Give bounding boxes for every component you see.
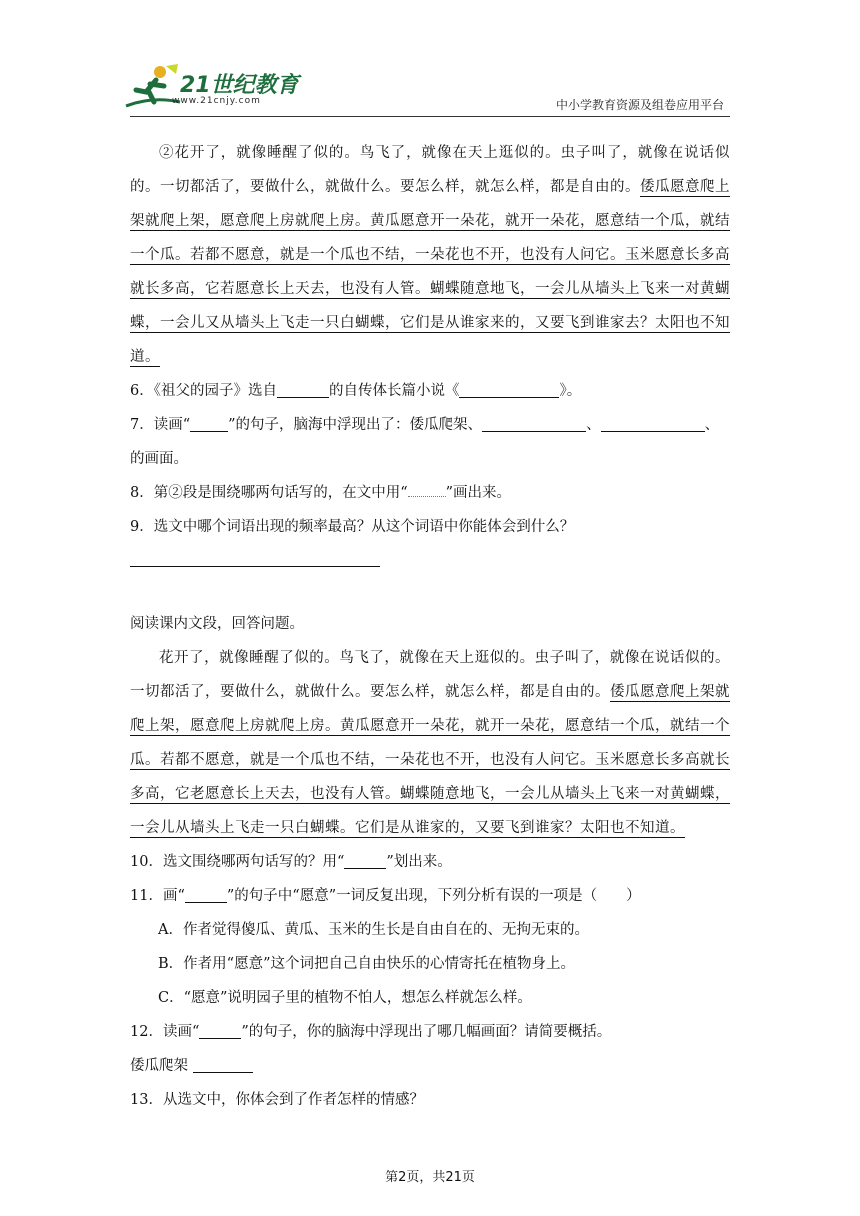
q12-answer-label: 倭瓜爬架 (130, 1058, 188, 1074)
q10-blank-mark (344, 852, 386, 869)
q12-blank-mark (199, 1022, 241, 1039)
question-10 (130, 845, 730, 879)
q8-dotted-mark (408, 482, 446, 497)
question-8 (130, 476, 730, 510)
question-9: 9．选文中哪个词语出现的频率最高？从这个词语中你能体会到什么？ (130, 519, 575, 535)
question-11 (130, 879, 730, 913)
q8-text-b: ”画出来。 (445, 485, 512, 501)
q7-text-e: 的画面。 (130, 451, 188, 467)
page-content (130, 136, 730, 1117)
q12-answer-blank (193, 1056, 253, 1073)
passage-2-plain: 花开了，就像睡醒了似的。鸟飞了，就像在天上逛似的。虫子叫了，就像在说话似的。一切都活了，要做什么，就做什么。要怎么样，就怎么样，都是自由的。 (130, 650, 730, 700)
q6-blank-2 (459, 381, 559, 398)
runner-logo-icon (122, 62, 182, 114)
q7-text-c: 、 (586, 417, 601, 433)
logo-text: 21世纪教育 (180, 73, 299, 98)
question-7 (130, 408, 730, 476)
q12-answer (130, 1049, 730, 1083)
q12-text-a: 12．读画“ (130, 1024, 200, 1040)
q11-option-b: B．作者用“愿意”这个词把自己自由快乐的心情寄托在植物身上。 (158, 956, 575, 972)
q11-blank-mark (185, 886, 227, 903)
q7-blank-mark (190, 415, 228, 432)
passage-1-underlined: 倭瓜愿意爬上架就爬上架，愿意爬上房就爬上房。黄瓜愿意开一朵花，就开一朵花，愿意结一个瓜，就结一个瓜。若都不愿意，就是一个瓜也不结，一朵花也不开，也没有人问它。玉米愿意长多高就长多高，它若愿意长上天去，也没有人管。蝴蝶随意地飞，一会儿从墙头上飞来一对黄蝴蝶，一会儿又从墙头上飞走一只白蝴蝶，它们是从谁家来的，又要飞到谁家去？太阳也不知道。 (130, 179, 730, 365)
passage-2-underlined: 倭瓜愿意爬上架就爬上架，愿意爬上房就爬上房。黄瓜愿意开一朵花，就开一朵花，愿意结一个瓜，就结一个瓜。若都不愿意，就是一个瓜也不结，一朵花也不开，也没有人问它。玉米愿意长多高就长多高，它老愿意长上天去，也没有人管。蝴蝶随意地飞，一会儿从墙头上飞来一对黄蝴蝶，一会儿从墙头上飞走一只白蝴蝶。它们是从谁家的，又要飞到谁家？太阳也不知道。 (130, 684, 730, 836)
platform-name: 中小学教育资源及组卷应用平台 (555, 98, 724, 112)
header-divider (130, 116, 730, 117)
section-2-intro: 阅读课内文段，回答问题。 (130, 616, 304, 632)
q8-text-a: 8．第②段是围绕哪两句话写的，在文中用“ (130, 485, 408, 501)
q11-option-c: C．“愿意”说明园子里的植物不怕人，想怎么样就怎么样。 (158, 990, 532, 1006)
q7-text-a: 7．读画“ (130, 417, 191, 433)
logo-url: www.21cnjy.com (172, 96, 261, 106)
question-6 (130, 374, 730, 408)
question-12 (130, 1015, 730, 1049)
q7-blank-2 (601, 415, 705, 432)
q10-text-b: ”划出来。 (386, 854, 452, 870)
passage-1 (130, 136, 730, 374)
page-number: 第2页，共21页 (385, 1170, 475, 1185)
q6-text-a: 6．《祖父的园子》选自 (130, 383, 277, 399)
q7-text-b: ”的句子，脑海中浮现出了：倭瓜爬架、 (228, 417, 483, 433)
q10-text-a: 10．选文围绕哪两句话写的？用“ (130, 854, 345, 870)
q11-option-a: A．作者觉得傻瓜、黄瓜、玉米的生长是自由自在的、无拘无束的。 (158, 922, 589, 938)
q6-text-b: 的自传体长篇小说《 (328, 383, 460, 399)
q7-blank-1 (482, 415, 586, 432)
q6-blank-1 (277, 381, 329, 398)
q11-text-a: 11．画“ (130, 888, 185, 904)
q6-text-c: 》。 (559, 383, 582, 399)
q7-text-d: 、 (704, 417, 720, 433)
q12-text-b: ”的句子，你的脑海中浮现出了哪几幅画面？请简要概括。 (241, 1024, 612, 1040)
question-13: 13．从选文中，你体会到了作者怎样的情感？ (130, 1092, 424, 1108)
page-header (0, 0, 860, 120)
q9-answer-line (130, 544, 380, 567)
passage-1-plain: ②花开了，就像睡醒了似的。鸟飞了，就像在天上逛似的。虫子叫了，就像在说话似的。一切都活了，要做什么，就做什么。要怎么样，就怎么样，都是自由的。 (130, 145, 730, 195)
passage-2 (130, 641, 730, 845)
q11-text-b: ”的句子中“愿意”一词反复出现，下列分析有误的一项是（ ） (226, 888, 641, 904)
logo (122, 62, 312, 114)
